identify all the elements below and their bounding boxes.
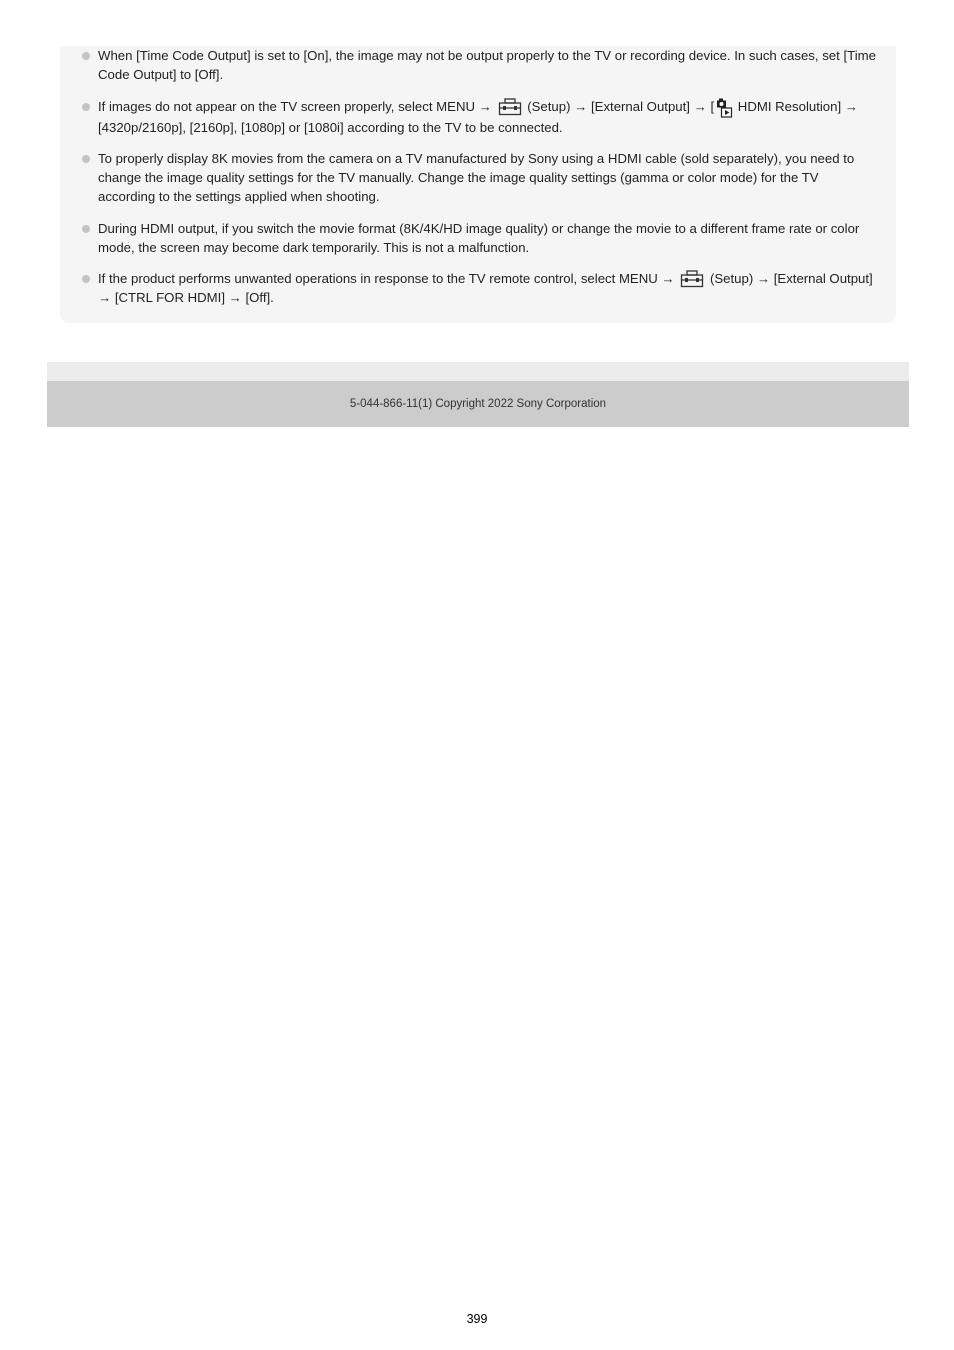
- footer: [47, 381, 909, 427]
- footer-band: [47, 362, 909, 381]
- note-text: [98, 269, 878, 307]
- page-number: 399: [466, 1312, 488, 1326]
- note-text: To properly display 8K movies from the camera on a TV manufactured by Sony using a HDMI cable (sold separately), you need to change the image quality settings for the TV manually. Change the image quality settings (gamma or color mode) for the TV according to the settings applied when shooting.: [98, 151, 855, 204]
- copyright-text: 5-044-866-11(1) Copyright 2022 Sony Corporation: [349, 398, 607, 410]
- bullet-icon: [82, 103, 90, 111]
- bullet-icon: [82, 275, 90, 283]
- bullet-icon: [82, 155, 90, 163]
- setup-toolbox-icon: [498, 98, 522, 116]
- note-text-part: (Setup) → [External Output] → [CTRL FOR HDMI] → [Off].: [98, 271, 873, 305]
- note-text-part: If the product performs unwanted operations in response to the TV remote control, select MENU →: [98, 271, 675, 286]
- bullet-icon: [82, 52, 90, 60]
- note-text: When [Time Code Output] is set to [On], the image may not be output properly to the TV or recording device. In such cases, set [Time Code Output] to [Off].: [98, 48, 876, 82]
- note-text-part: HDMI Resolution] → [4320p/2160p], [2160p], [1080p] or [1080i] according to the TV to be connected.: [98, 99, 858, 135]
- still-movie-playback-icon: [715, 98, 733, 118]
- note-text: During HDMI output, if you switch the movie format (8K/4K/HD image quality) or change the movie to a different frame rate or color mode, the screen may become dark temporarily. This is not a malfunction.: [98, 221, 860, 255]
- note-text-part: (Setup) → [External Output] → [: [527, 99, 715, 114]
- note-text: [98, 97, 878, 137]
- setup-toolbox-icon: [680, 270, 704, 288]
- note-text-part: If images do not appear on the TV screen properly, select MENU →: [98, 99, 492, 114]
- note-box: [60, 46, 896, 323]
- bullet-icon: [82, 225, 90, 233]
